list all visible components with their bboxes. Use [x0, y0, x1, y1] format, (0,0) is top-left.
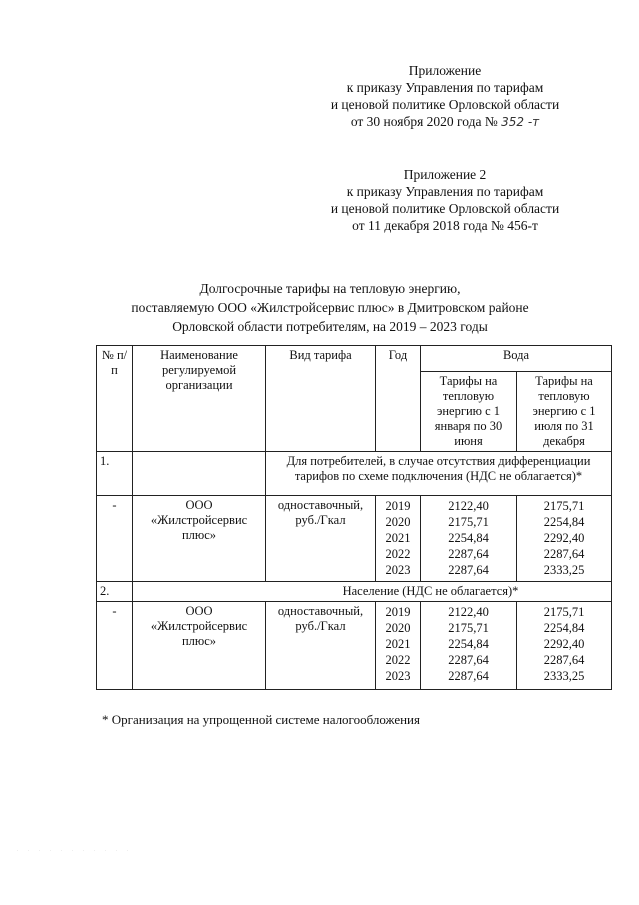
tariff-value: 2254,84 [543, 515, 585, 529]
header-period-2: Тарифы на тепловую энергию с 1 июля по 31 декабря [517, 372, 612, 452]
row-tariffs-h1 [421, 496, 517, 582]
title-line: поставляемую ООО «Жилстройсервис плюс» в Дмитровском районе [131, 300, 529, 315]
year-cell: 2019 [385, 499, 411, 513]
row-years [376, 496, 421, 582]
row-tariff-type: одноставочный, руб./Гкал [266, 496, 376, 582]
handwritten-order-number: 352 -т [501, 115, 540, 129]
tariff-value: 2175,71 [448, 621, 489, 635]
tariff-value: 2254,84 [543, 621, 585, 635]
section-empty-cell [133, 452, 266, 496]
section-title: Население (НДС не облагается)* [133, 582, 612, 602]
tariff-value: 2287,64 [543, 653, 585, 667]
year-cell: 2023 [385, 563, 411, 577]
tariff-value: 2292,40 [543, 531, 585, 545]
year-cell: 2020 [385, 621, 411, 635]
section-number: 2. [97, 582, 133, 602]
annex-previous-header [300, 166, 590, 234]
section-row [97, 582, 612, 602]
year-cell: 2021 [385, 637, 411, 651]
header-row [97, 346, 612, 372]
document-title [100, 279, 560, 336]
tariff-value: 2122,40 [448, 605, 489, 619]
header-organization: Наименование регулируемой организации [133, 346, 266, 452]
header-num: № п/п [97, 346, 133, 452]
section-row [97, 452, 612, 496]
header-period-1: Тарифы на тепловую энергию с 1 января по 30 июня [421, 372, 517, 452]
row-number: - [97, 496, 133, 582]
annex-previous-line: от 11 декабря 2018 года № 456-т [352, 218, 538, 233]
table-row [97, 602, 612, 690]
header-tariff-type: Вид тарифа [266, 346, 376, 452]
tariff-value: 2122,40 [448, 499, 489, 513]
title-line: Долгосрочные тарифы на тепловую энергию, [199, 281, 461, 296]
header-water: Вода [421, 346, 612, 372]
annex-current-line: к приказу Управления по тарифам [346, 80, 544, 95]
tariff-value: 2287,64 [448, 669, 489, 683]
year-cell: 2023 [385, 669, 411, 683]
annex-previous-line: и ценовой политике Орловской области [330, 201, 560, 216]
tariff-value: 2254,84 [448, 637, 489, 651]
title-line: Орловской области потребителям, на 2019 – 2023 годы [172, 319, 488, 334]
tariff-value: 2175,71 [543, 605, 585, 619]
year-cell: 2019 [385, 605, 411, 619]
tariff-value: 2175,71 [543, 499, 585, 513]
row-years [376, 602, 421, 690]
table-row [97, 496, 612, 582]
footnote: * Организация на упрощенной системе налогообложения [102, 712, 420, 727]
row-organization: ООО «Жилстройсервис плюс» [133, 602, 266, 690]
tariff-value: 2254,84 [448, 531, 489, 545]
header-year: Год [376, 346, 421, 452]
annex-current-line: и ценовой политике Орловской области [330, 97, 560, 112]
annex-current-date: от 30 ноября 2020 года № [350, 114, 498, 129]
tariff-value: 2287,64 [448, 547, 489, 561]
section-title: Для потребителей, в случае отсутствия дифференциации тарифов по схеме подключения (НДС не облагается)* [266, 452, 612, 496]
tariff-value: 2287,64 [448, 563, 489, 577]
year-cell: 2022 [385, 547, 411, 561]
annex-previous-line: Приложение 2 [403, 167, 487, 182]
scan-specks [12, 849, 132, 852]
year-cell: 2021 [385, 531, 411, 545]
year-cell: 2022 [385, 653, 411, 667]
tariff-value: 2175,71 [448, 515, 489, 529]
tariff-value: 2333,25 [543, 669, 585, 683]
annex-current-date-line [300, 113, 590, 131]
annex-previous-line: к приказу Управления по тарифам [346, 184, 544, 199]
year-cell: 2020 [385, 515, 411, 529]
tariff-value: 2333,25 [543, 563, 585, 577]
row-tariffs-h2 [517, 496, 612, 582]
row-tariffs-h1 [421, 602, 517, 690]
row-number: - [97, 602, 133, 690]
row-tariff-type: одноставочный, руб./Гкал [266, 602, 376, 690]
tariff-value: 2287,64 [543, 547, 585, 561]
annex-current-line: Приложение [408, 63, 482, 78]
row-tariffs-h2 [517, 602, 612, 690]
tariff-value: 2292,40 [543, 637, 585, 651]
row-organization: ООО «Жилстройсервис плюс» [133, 496, 266, 582]
tariff-value: 2287,64 [448, 653, 489, 667]
section-number: 1. [97, 452, 133, 496]
annex-current-header [300, 62, 590, 131]
tariffs-table [96, 345, 612, 690]
